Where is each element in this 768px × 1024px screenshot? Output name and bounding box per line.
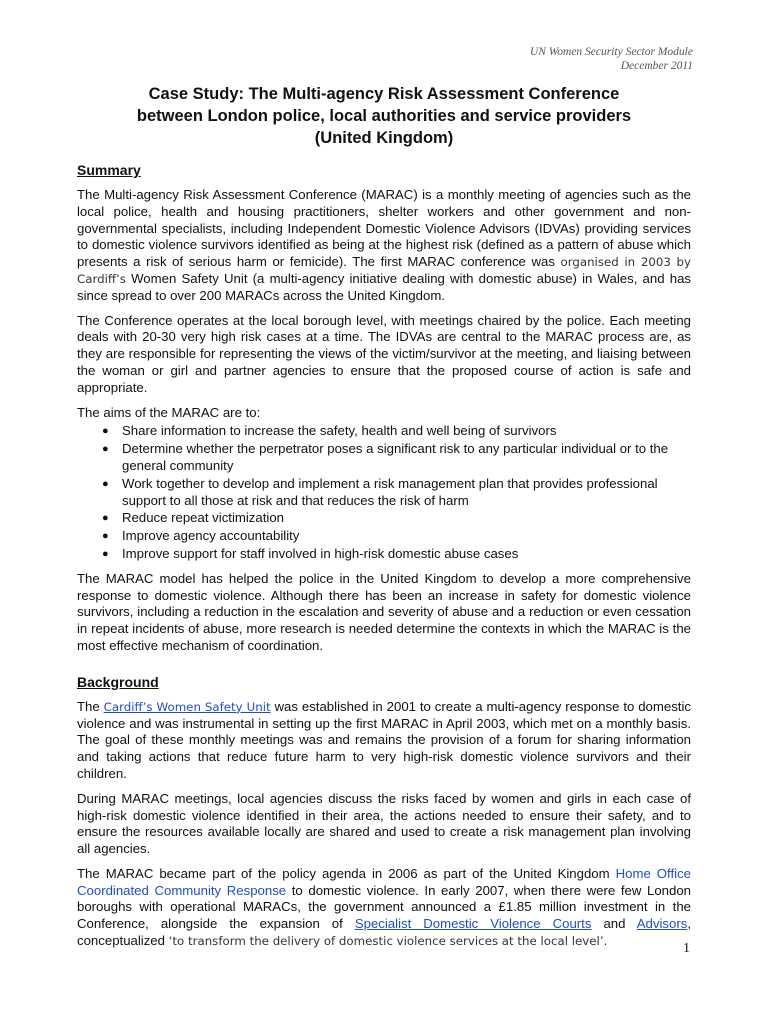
summary-heading: Summary (77, 162, 141, 178)
background-heading: Background (77, 673, 159, 690)
aims-list-item (102, 528, 691, 545)
background-p3-a: The MARAC became part of the policy agenda in 2006 as part of the United Kingdom (77, 865, 616, 881)
aims-list-item (102, 423, 691, 440)
bullet-icon: ● (102, 512, 109, 525)
page-number: 1 (683, 941, 690, 956)
aims-list-item (102, 545, 691, 563)
aims-list-item (102, 475, 691, 510)
background-paragraph-1 (77, 699, 691, 783)
bullet-icon: ● (102, 530, 109, 543)
summary-p1-text-c: Women Safety Unit (a multi-agency initiative dealing with domestic abuse) in Wales, and has since spread to over 200 MARACs across the United Kingdom. (77, 270, 691, 303)
bullet-icon: ● (102, 477, 109, 490)
header-module: UN Women Security Sector Module (529, 46, 693, 58)
home-office-ccr-text: Home Office Coordinated Community Response (77, 865, 691, 898)
summary-p1-text-a: The Multi-agency Risk Assessment Conference (MARAC) is a monthly meeting of agencies such as the local police, health and housing practitioners, shelter workers and other government and non-governmental specialists, including Independent Domestic Violence Advisors (IDVAs) providing services to domestic violence survivors identified as being at the highest risk (defined as a pattern of abuse which presents a risk of serious harm or femicide). The first MARAC conference was (77, 187, 691, 270)
background-p3-quote: ‘to transform the delivery of domestic violence services at the local level’. (168, 934, 608, 949)
aims-list-item (102, 510, 691, 527)
section-spacer (77, 663, 691, 673)
background-p3-b: to domestic violence. In early 2007, when there were few London boroughs with operational MARACs, the government announced a £1.85 million investment in the Conference, alongside the expansion of (77, 882, 691, 932)
document-body (77, 161, 691, 958)
aim-text: Reduce repeat victimization (122, 510, 284, 526)
background-p3-and: and (591, 916, 637, 932)
aim-text: Work together to develop and implement a risk management plan that provides professional support to all those at risk and that reduces the risk of harm (122, 475, 658, 508)
background-paragraph-3 (77, 866, 691, 950)
case-study-title (0, 83, 768, 149)
aims-list (77, 423, 691, 562)
aim-text: Determine whether the perpetrator poses a significant risk to any particular individual or to the general community (122, 441, 669, 473)
background-p3-c: , conceptualized (77, 916, 691, 949)
summary-p1-text-b: organised in 2003 by Cardiff’s (77, 255, 691, 286)
bullet-icon: ● (102, 443, 109, 456)
aims-intro: The aims of the MARAC are to: (77, 404, 261, 420)
aim-text: Improve support for staff involved in high-risk domestic abuse cases (122, 545, 519, 561)
background-paragraph-2: During MARAC meetings, local agencies discuss the risks faced by women and girls in each case of high-risk domestic violence identified in their area, the actions needed to ensure their safety, and to ensure the resources available locally are shared and used to create a risk management plan involving all agencies. (77, 790, 691, 857)
title-line-1: Case Study: The Multi-agency Risk Assessment Conference (148, 85, 620, 103)
specialist-dv-courts-link[interactable]: Specialist Domestic Violence Courts (354, 916, 592, 932)
aims-list-item (102, 441, 691, 475)
summary-paragraph-1 (77, 187, 691, 305)
bullet-icon: ● (102, 547, 109, 560)
bullet-icon: ● (102, 425, 109, 438)
aim-text: Improve agency accountability (122, 528, 300, 544)
aim-text: Share information to increase the safety, health and well being of survivors (122, 423, 557, 439)
advisors-link[interactable]: Advisors (636, 916, 688, 932)
cardiff-women-safety-unit-link[interactable]: Cardiff’s Women Safety Unit (103, 699, 271, 714)
background-p1-post: was established in 2001 to create a multi-agency response to domestic violence and was instrumental in setting up the first MARAC in April 2003, which met on a monthly basis. The goal of these monthly meetings was and remains the provision of a forum for sharing information and taking actions that reduce future harm to very high-risk domestic violence survivors and their children. (77, 698, 691, 781)
summary-paragraph-3: The MARAC model has helped the police in the United Kingdom to develop a more comprehensive response to domestic violence. Although there has been an increase in safety for domestic violence survivors, including a reduction in the escalation and severity of abuse and a reduction or even cessation in repeat incidents of abuse, more research is needed determine the contexts in which the MARAC is the most effective mechanism of coordination. (77, 570, 691, 653)
running-header (530, 45, 693, 73)
header-date: December 2011 (620, 60, 693, 72)
summary-paragraph-2: The Conference operates at the local borough level, with meetings chaired by the police. Each meeting deals with 20-30 very high risk cases at a time. The IDVAs are central to the MARAC process are, as they are responsible for representing the views of the victim/survivor at the meeting, and liaising between the woman or girl and partner agencies to ensure that the proposed course of action is safe and appropriate. (77, 312, 691, 395)
background-p1-pre: The (77, 698, 104, 714)
title-line-3: (United Kingdom) (314, 129, 454, 147)
title-line-2: between London police, local authorities and service providers (136, 107, 632, 125)
